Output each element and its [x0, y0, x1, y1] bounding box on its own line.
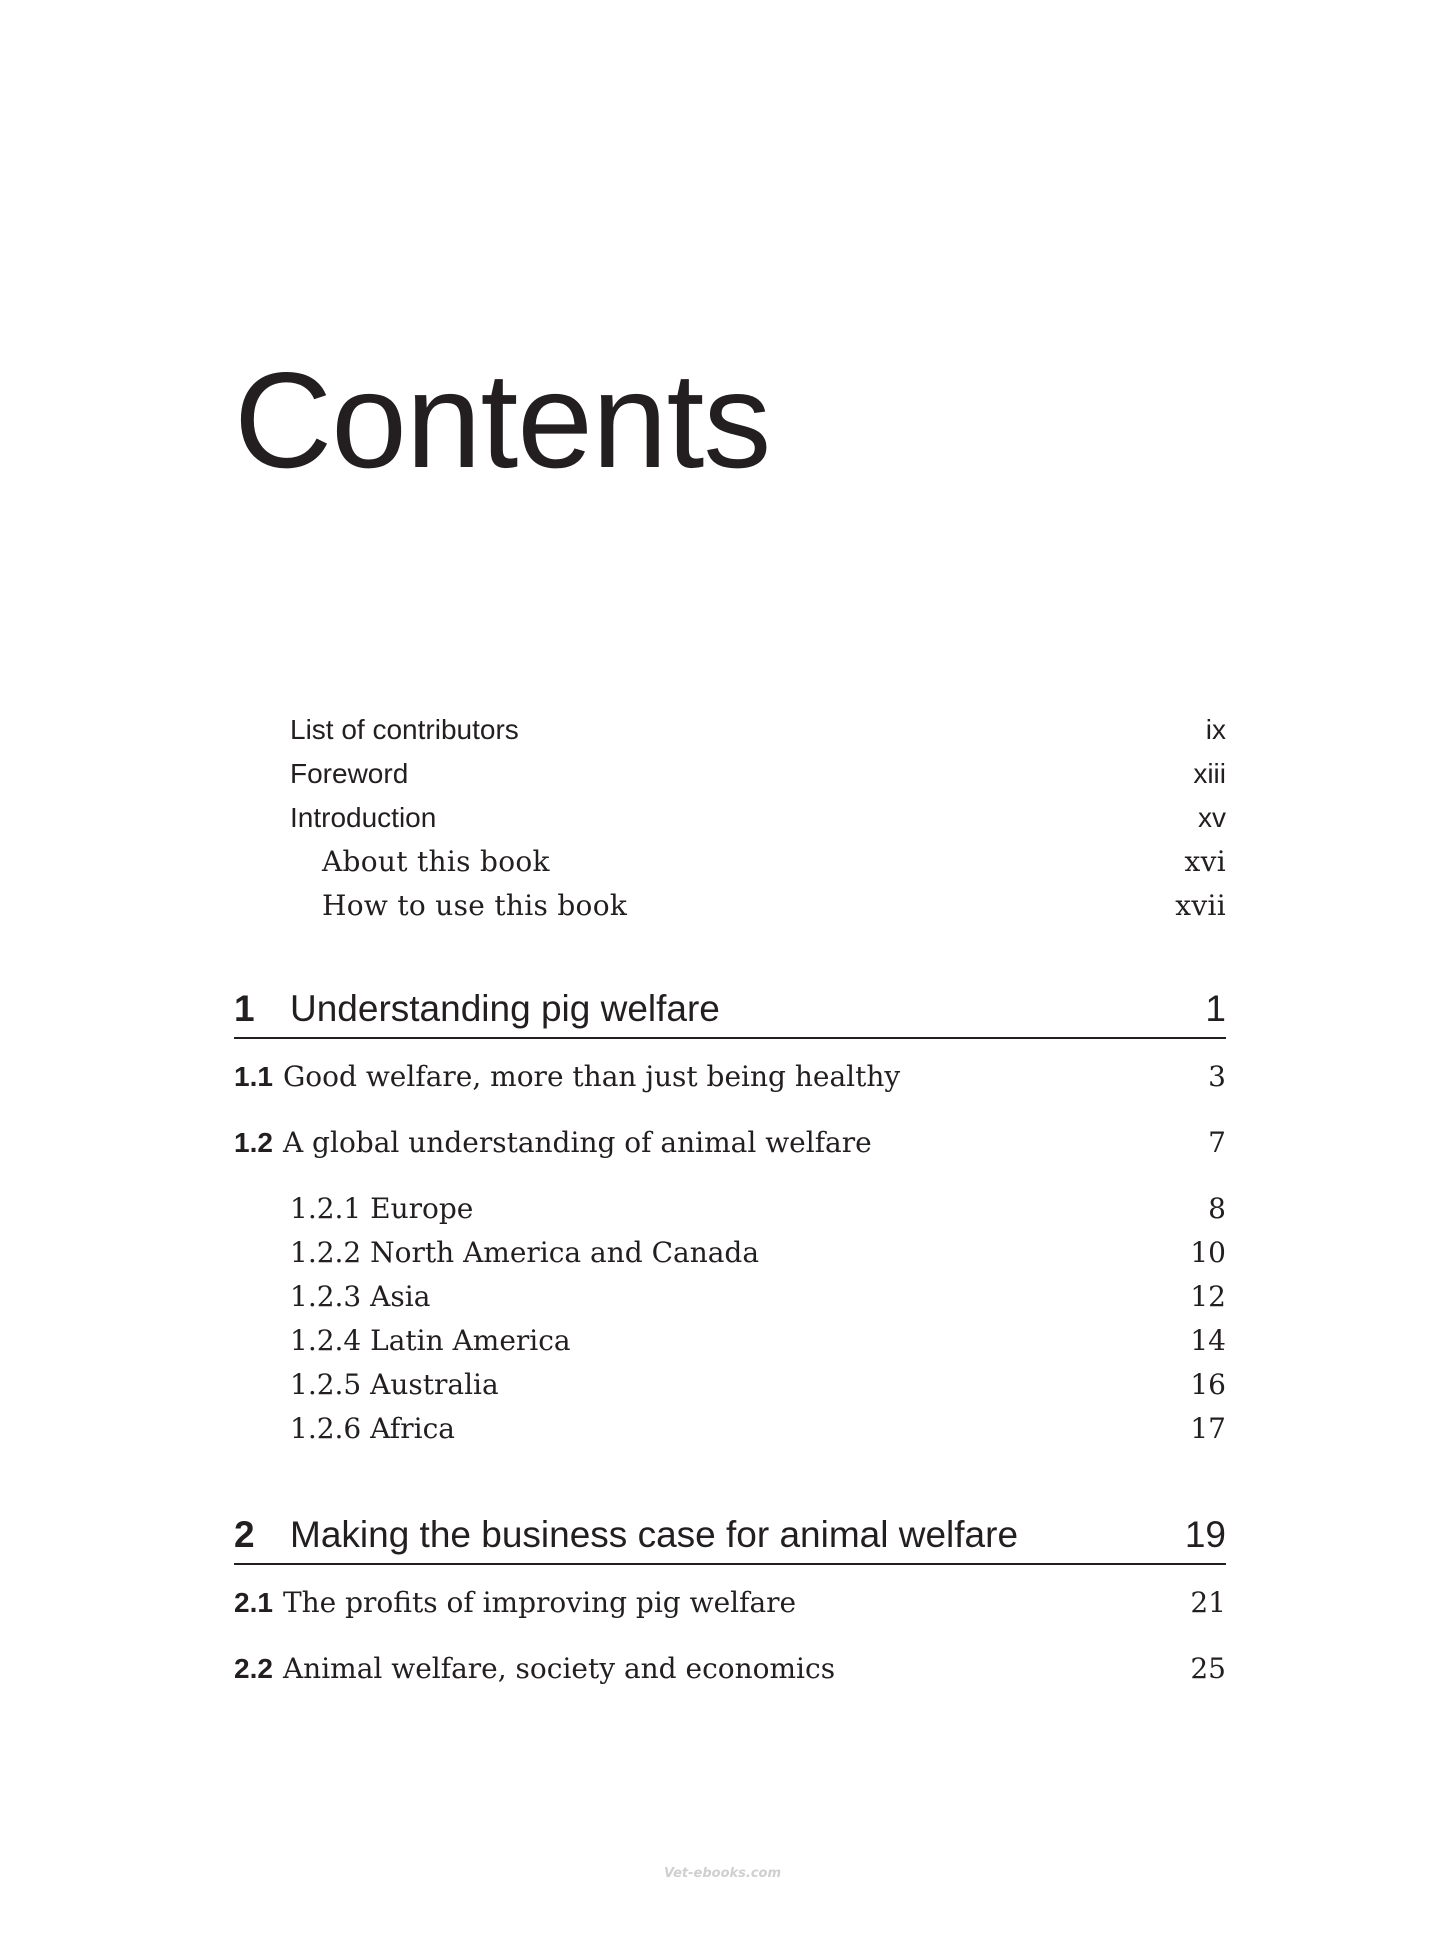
- section-title: The profits of improving pig welfare: [282, 1586, 797, 1619]
- section-page: 25: [1190, 1652, 1226, 1685]
- toc-entry-label: About this book: [322, 845, 550, 878]
- toc-subsection-1-2-1[interactable]: [234, 1187, 1226, 1231]
- subsection-page: 12: [1190, 1280, 1226, 1313]
- chapter-title: Making the business case for animal welfare: [290, 1514, 1019, 1555]
- chapter-number: 1: [234, 988, 255, 1029]
- chapter-page: 1: [1205, 988, 1226, 1029]
- toc-entry-label: How to use this book: [322, 889, 628, 922]
- toc-subsection-1-2-6[interactable]: [234, 1407, 1226, 1451]
- page-title: Contents: [234, 344, 771, 496]
- section-title: A global understanding of animal welfare: [282, 1126, 872, 1159]
- chapter-heading[interactable]: [234, 1507, 1226, 1565]
- toc-subsection-1-2-2[interactable]: [234, 1231, 1226, 1275]
- subsection-label: 1.2.5 Australia: [290, 1368, 499, 1401]
- subsection-page: 14: [1190, 1324, 1226, 1357]
- toc-entry-label: Foreword: [290, 758, 409, 789]
- section-number: 2.2: [234, 1653, 273, 1684]
- section-number: 1.2: [234, 1127, 273, 1158]
- toc-section-1-1[interactable]: [234, 1055, 1226, 1099]
- subsection-label: 1.2.6 Africa: [290, 1412, 455, 1445]
- subsection-page: 17: [1190, 1412, 1226, 1445]
- section-number: 2.1: [234, 1587, 273, 1618]
- toc-subsection-1-2-4[interactable]: [234, 1319, 1226, 1363]
- toc-entry-page: xvii: [1175, 889, 1226, 922]
- chapter-2: [234, 1507, 1226, 1691]
- toc-entry-about-this-book[interactable]: [290, 840, 1226, 884]
- chapter-number: 2: [234, 1514, 255, 1555]
- chapter-title: Understanding pig welfare: [290, 988, 720, 1029]
- toc-entry-page: xvi: [1184, 845, 1226, 878]
- subsection-page: 10: [1190, 1236, 1226, 1269]
- subsection-label: 1.2.3 Asia: [290, 1280, 431, 1313]
- toc-entry-label: Introduction: [290, 802, 437, 833]
- toc-entry-introduction[interactable]: [290, 796, 1226, 840]
- toc-entry-page: xv: [1198, 802, 1226, 833]
- section-page: 21: [1190, 1586, 1226, 1619]
- section-number: 1.1: [234, 1061, 273, 1092]
- toc-section-2-1[interactable]: [234, 1581, 1226, 1625]
- front-matter-list: [290, 708, 1226, 928]
- toc-entry-page: xiii: [1193, 758, 1226, 789]
- subsection-label: 1.2.2 North America and Canada: [290, 1236, 760, 1269]
- toc-entry-list-of-contributors[interactable]: [290, 708, 1226, 752]
- section-title: Animal welfare, society and economics: [282, 1652, 836, 1685]
- subsection-label: 1.2.1 Europe: [290, 1192, 474, 1225]
- chapter-heading[interactable]: [234, 981, 1226, 1039]
- toc-subsection-1-2-5[interactable]: [234, 1363, 1226, 1407]
- toc-entry-foreword[interactable]: [290, 752, 1226, 796]
- toc-entry-page: ix: [1205, 714, 1226, 745]
- subsection-page: 16: [1190, 1368, 1226, 1401]
- toc-entry-how-to-use-this-book[interactable]: [290, 884, 1226, 928]
- subsection-label: 1.2.4 Latin America: [290, 1324, 571, 1357]
- toc-entry-label: List of contributors: [290, 714, 519, 745]
- toc-section-1-2[interactable]: [234, 1121, 1226, 1165]
- watermark-text: Vet-ebooks.com: [663, 1866, 782, 1881]
- section-title: Good welfare, more than just being healthy: [282, 1060, 901, 1093]
- section-page: 7: [1208, 1126, 1226, 1159]
- subsection-list: [234, 1187, 1226, 1451]
- chapter-page: 19: [1184, 1514, 1226, 1555]
- subsection-page: 8: [1208, 1192, 1226, 1225]
- toc-subsection-1-2-3[interactable]: [234, 1275, 1226, 1319]
- chapter-1: [234, 981, 1226, 1451]
- toc-section-2-2[interactable]: [234, 1647, 1226, 1691]
- section-page: 3: [1208, 1060, 1226, 1093]
